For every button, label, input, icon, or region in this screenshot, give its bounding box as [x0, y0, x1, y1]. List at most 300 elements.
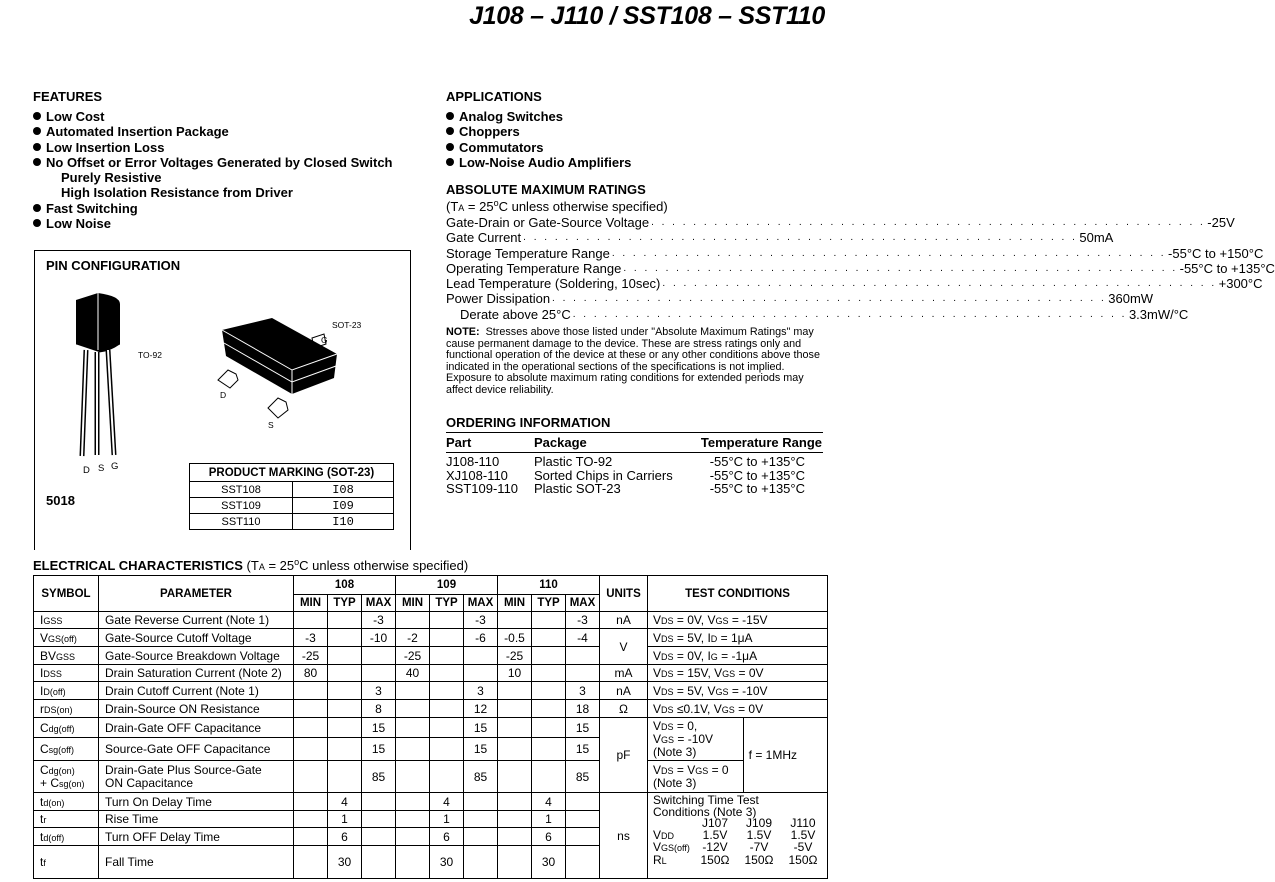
marking-row [190, 514, 394, 530]
value-cell: 15 [566, 718, 600, 738]
marking-row [190, 482, 394, 498]
col-group-108: 108 [294, 576, 396, 595]
symbol-main: I [40, 666, 44, 680]
test-condition-cell [648, 612, 828, 629]
value-cell: 15 [464, 718, 498, 738]
rating-label: Lead Temperature (Soldering, 10sec) [446, 276, 661, 292]
value-cell [328, 629, 362, 647]
cond-text: C unless otherwise specified) [498, 199, 668, 214]
marking-part: SST108 [190, 482, 293, 498]
parameter-cell [99, 647, 294, 665]
table-row [34, 612, 828, 629]
value-cell: 30 [430, 846, 464, 879]
value-cell [498, 738, 532, 761]
rating-row [446, 260, 1275, 276]
degree-mark: o [294, 557, 300, 567]
sot23-pin-d: D [220, 390, 227, 400]
parameter-text: Drain-Gate OFF Capacitance [105, 720, 262, 735]
test-condition-cell [648, 665, 828, 682]
value-cell: 85 [464, 761, 498, 793]
symbol-cell [34, 665, 99, 682]
cond-sub: A [258, 562, 265, 572]
col-symbol: SYMBOL [34, 576, 99, 612]
to92-pin-s: S [98, 463, 105, 474]
value-cell [362, 647, 396, 665]
value-cell: 6 [430, 828, 464, 846]
symbol-sub: DSS [43, 669, 62, 679]
value-cell: -10 [362, 629, 396, 647]
value-cell [362, 846, 396, 879]
application-text: Choppers [459, 124, 520, 140]
col-max: MAX [362, 595, 396, 612]
leader-dots: . . . . . . . . . . . . . . . . . . . . . . . . . . . . . . . . . . . . . . . . . . . . . . . . . . . . . [523, 232, 1078, 244]
parameter-text: Drain Cutoff Current (Note 1) [105, 683, 259, 698]
symbol-main: I [40, 613, 44, 627]
value-cell: 4 [430, 793, 464, 811]
value-cell: 15 [362, 738, 396, 761]
value-cell: -6 [464, 629, 498, 647]
value-cell [566, 828, 600, 846]
sw-value: 150Ω [744, 852, 774, 867]
bullet-icon [446, 158, 454, 166]
feature-item [33, 170, 393, 185]
sot23-label: SOT-23 [332, 320, 362, 330]
rating-value: 360mW [1108, 291, 1154, 307]
leader-dots: . . . . . . . . . . . . . . . . . . . . . . . . . . . . . . . . . . . . . . . . . . . . . . . . . . . . . [552, 293, 1107, 305]
value-cell [328, 700, 362, 718]
value-cell: 1 [532, 811, 566, 828]
value-cell [430, 612, 464, 629]
value-cell [328, 665, 362, 682]
rating-label: Operating Temperature Range [446, 260, 622, 276]
symbol-cell [34, 846, 99, 879]
value-cell [430, 738, 464, 761]
tc-sub: GS [722, 669, 736, 679]
part-code: 5018 [46, 493, 75, 508]
tc-text: = 0V, V [673, 613, 716, 627]
units-cell: nA [600, 682, 648, 700]
test-condition-cell [648, 629, 828, 647]
value-cell [430, 629, 464, 647]
symbol-main: V [40, 630, 49, 645]
rating-value: -25V [1207, 215, 1235, 230]
symbol-sub: GSS [56, 651, 76, 662]
value-cell [498, 793, 532, 811]
cond-text: (T [242, 558, 259, 573]
parameter-cell [99, 682, 294, 700]
value-cell [362, 665, 396, 682]
value-cell [396, 846, 430, 879]
sw-row-label [653, 852, 693, 868]
tc-text: = -10V [728, 683, 768, 698]
symbol-main: C [40, 720, 49, 735]
value-cell [294, 738, 328, 761]
value-cell [396, 682, 430, 700]
to92-pin-g: G [111, 461, 119, 472]
value-cell [362, 793, 396, 811]
value-cell [396, 793, 430, 811]
parameter-text: Rise Time [105, 812, 159, 826]
leader-dots: . . . . . . . . . . . . . . . . . . . . . . . . . . . . . . . . . . . . . . . . . . . . . . . . . . . . . [651, 217, 1206, 228]
value-cell [498, 682, 532, 700]
table-row [34, 629, 828, 647]
rating-row [446, 276, 1263, 292]
sw-value: 1.5V [702, 827, 728, 842]
value-cell [294, 761, 328, 793]
rating-value: +300°C [1218, 276, 1263, 292]
value-cell: 1 [430, 811, 464, 828]
value-cell [566, 793, 600, 811]
value-cell [498, 718, 532, 738]
units-cell: nA [600, 612, 648, 629]
tc-text: V [653, 701, 662, 716]
tc-sub: DS [661, 616, 674, 626]
marking-part: SST109 [190, 498, 293, 514]
tc-text: = -10V [674, 732, 714, 746]
to92-package-drawing [60, 290, 150, 480]
value-cell [532, 647, 566, 665]
table-row [34, 793, 828, 811]
value-cell: 12 [464, 700, 498, 718]
tc-sub: DS [661, 669, 674, 679]
tc-sub: GS [661, 735, 675, 745]
value-cell [566, 647, 600, 665]
units-cell: pF [600, 718, 648, 793]
test-condition-cell [648, 761, 744, 793]
value-cell [396, 700, 430, 718]
rating-label: Gate-Drain or Gate-Source Voltage [446, 215, 650, 230]
bullet-icon [446, 112, 454, 120]
sw-label: V [653, 827, 662, 842]
value-cell [362, 811, 396, 828]
value-cell: 6 [532, 828, 566, 846]
col-min: MIN [498, 595, 532, 612]
tc-text: V [653, 683, 662, 698]
to92-pin-d: D [83, 465, 90, 476]
symbol-main: t [40, 794, 44, 809]
value-cell [532, 665, 566, 682]
symbol-sub: sg(off) [48, 745, 75, 755]
parameter-cell [99, 738, 294, 761]
application-text: Commutators [459, 139, 544, 155]
value-cell [430, 665, 464, 682]
col-parameter: PARAMETER [99, 576, 294, 612]
value-cell: -25 [498, 647, 532, 665]
col-max: MAX [464, 595, 498, 612]
symbol-main: C [40, 762, 49, 777]
table-row [34, 647, 828, 665]
rating-label: Gate Current [446, 230, 522, 246]
value-cell [396, 761, 430, 793]
tc-sub: GS [721, 704, 735, 715]
application-item [446, 140, 631, 155]
value-cell [430, 647, 464, 665]
marking-code: I09 [293, 498, 394, 514]
symbol-main: t [40, 812, 44, 826]
cond-text: = 25 [264, 558, 295, 573]
parameter-cell [99, 629, 294, 647]
rating-row [446, 215, 1235, 230]
value-cell [294, 811, 328, 828]
value-cell: 80 [294, 665, 328, 682]
col-typ: TYP [328, 595, 362, 612]
tc-text: V [653, 732, 662, 746]
value-cell: 30 [532, 846, 566, 879]
note-text: Stresses above those listed under "Absolute Maximum Ratings" may cause permanent damage to the device. These are stress ratings only and functional operation of the device at these or any other conditions above those indicated in the operational sections of the specifications is not implied. Exposure to absolute maximum rating conditions for extended periods may affect device reliability. [446, 326, 820, 396]
ordering-package: Sorted Chips in Carriers [534, 467, 673, 483]
value-cell [498, 761, 532, 793]
parameter-cell [99, 846, 294, 879]
ordering-part: XJ108-110 [446, 467, 508, 483]
parameter-cell [99, 793, 294, 811]
sw-sub: L [661, 855, 667, 866]
symbol-cell [34, 811, 99, 828]
leader-dots: . . . . . . . . . . . . . . . . . . . . . . . . . . . . . . . . . . . . . . . . . . . . . . . . . . . . . [662, 278, 1217, 290]
note-label: NOTE: [446, 326, 480, 338]
value-cell [498, 612, 532, 629]
tc-text: ≤0.1V, V [673, 701, 722, 716]
value-cell [328, 718, 362, 738]
value-cell [498, 828, 532, 846]
parameter-text: Gate Reverse Current (Note 1) [105, 613, 270, 627]
sw-sub: GS(off) [661, 843, 690, 853]
value-cell [430, 718, 464, 738]
feature-item [33, 140, 393, 155]
tc-text: (Note 3) [653, 745, 697, 759]
feature-subtext: High Isolation Resistance from Driver [61, 185, 293, 201]
rating-label: Derate above 25°C [460, 306, 571, 322]
pin-config-heading: PIN CONFIGURATION [46, 258, 181, 273]
bullet-icon [33, 158, 41, 166]
application-item [446, 109, 631, 124]
applications-heading: APPLICATIONS [446, 89, 542, 104]
cond-text: (T [446, 199, 459, 214]
features-heading: FEATURES [33, 89, 103, 104]
tc-sub: D [710, 633, 718, 644]
feature-item [33, 109, 393, 124]
bullet-icon [33, 143, 41, 151]
symbol-sub: d(off) [43, 832, 65, 843]
sw-value: -7V [749, 840, 769, 854]
to92-label: TO-92 [138, 350, 162, 360]
parameter-cell [99, 761, 294, 793]
value-cell [294, 718, 328, 738]
value-cell [396, 718, 430, 738]
symbol-main: t [40, 829, 44, 844]
rating-label: Power Dissipation [446, 291, 551, 307]
tc-text: = 15V, V [673, 666, 723, 680]
value-cell [464, 647, 498, 665]
sw-value: 1.5V [790, 827, 816, 842]
feature-text: No Offset or Error Voltages Generated by Closed Switch [46, 154, 393, 170]
ordering-rows [446, 456, 823, 497]
feature-text: Automated Insertion Package [46, 124, 229, 140]
symbol-main: r [40, 701, 44, 716]
tc-text: V [653, 613, 662, 627]
value-cell: 4 [532, 793, 566, 811]
cond-sub: A [458, 203, 465, 213]
rating-row [446, 245, 1264, 261]
value-cell [396, 612, 430, 629]
sw-line: Switching Time Test [653, 793, 759, 807]
parameter-cell [99, 811, 294, 828]
value-cell: 30 [328, 846, 362, 879]
ordering-part: J108-110 [446, 454, 500, 469]
switching-test-conditions [648, 793, 828, 879]
symbol-sub: D(off) [43, 686, 66, 697]
units-cell: V [600, 629, 648, 665]
value-cell: 3 [566, 682, 600, 700]
symbol-cell [34, 700, 99, 718]
rating-value: 3.3mW/°C [1128, 306, 1189, 322]
tc-text: = 1μA [717, 630, 753, 645]
parameter-text: Turn On Delay Time [105, 794, 212, 809]
value-cell [498, 846, 532, 879]
sw-col-head: J110 [790, 816, 816, 830]
col-test-conditions: TEST CONDITIONS [648, 576, 828, 612]
value-cell [294, 612, 328, 629]
bullet-icon [446, 143, 454, 151]
tc-sub: DS [661, 686, 674, 697]
tc-text: = V [673, 763, 696, 777]
value-cell [396, 811, 430, 828]
bullet-icon [33, 127, 41, 135]
test-condition-cell [648, 700, 828, 718]
value-cell: 8 [362, 700, 396, 718]
tc-text: = 5V, V [673, 683, 716, 698]
value-cell [566, 665, 600, 682]
value-cell: 18 [566, 700, 600, 718]
table-row [34, 718, 828, 738]
col-min: MIN [396, 595, 430, 612]
value-cell: 40 [396, 665, 430, 682]
value-cell: 10 [498, 665, 532, 682]
feature-item [33, 155, 393, 170]
product-marking-table [189, 463, 394, 530]
tc-text: = 0V [735, 666, 764, 680]
symbol-sub: dg(on) [48, 765, 75, 776]
col-units: UNITS [600, 576, 648, 612]
ordering-temp: -55°C to +135°C [709, 467, 805, 483]
value-cell: -3 [362, 612, 396, 629]
parameter-text: Gate-Source Breakdown Voltage [105, 648, 280, 663]
sot23-pin-s: S [268, 420, 274, 430]
tc-text: = 0, [673, 719, 698, 733]
tc-sub: GS [715, 616, 729, 626]
table-row [34, 700, 828, 718]
value-cell [498, 811, 532, 828]
symbol-main: I [40, 683, 44, 698]
sot23-package-drawing [212, 318, 362, 428]
leader-dots: . . . . . . . . . . . . . . . . . . . . . . . . . . . . . . . . . . . . . . . . . . . . . . . . . . . . . [611, 247, 1167, 259]
sw-value: 150Ω [700, 852, 730, 867]
value-cell: 3 [464, 682, 498, 700]
tc-sub: G [710, 651, 718, 662]
value-cell [566, 811, 600, 828]
application-item [446, 155, 631, 170]
value-cell [294, 828, 328, 846]
value-cell: -3 [294, 629, 328, 647]
value-cell [294, 700, 328, 718]
parameter-text: Drain-Gate Plus Source-Gate [105, 762, 262, 777]
symbol-main: C [40, 742, 49, 756]
tc-text: = 5V, I [673, 630, 711, 645]
test-condition-cell [648, 682, 828, 700]
tc-text: = 0 [708, 763, 729, 777]
tc-sub: DS [661, 766, 674, 776]
parameter-text: Drain Saturation Current (Note 2) [105, 666, 282, 680]
value-cell [328, 682, 362, 700]
feature-item [33, 216, 393, 231]
feature-text: Low Noise [46, 216, 112, 232]
electrical-heading [33, 555, 468, 575]
symbol-cell [34, 738, 99, 761]
col-max: MAX [566, 595, 600, 612]
ordering-package: Plastic TO-92 [534, 454, 613, 469]
sw-col-head: J109 [745, 816, 773, 830]
symbol-sub: GS(off) [48, 633, 77, 644]
rating-value: -55°C to +150°C [1168, 245, 1264, 261]
value-cell [532, 718, 566, 738]
parameter-text: ON Capacitance [105, 775, 194, 790]
value-cell: -3 [566, 612, 600, 629]
table-row [34, 665, 828, 682]
tc-text: V [653, 719, 662, 733]
leader-dots: . . . . . . . . . . . . . . . . . . . . . . . . . . . . . . . . . . . . . . . . . . . . . . . . . . . . . [623, 262, 1178, 274]
tc-text: V [653, 648, 662, 663]
col-typ: TYP [430, 595, 464, 612]
ordering-part: SST109-110 [446, 481, 519, 496]
ordering-temp: -55°C to +135°C [709, 481, 805, 496]
bullet-icon [33, 112, 41, 120]
value-cell [566, 846, 600, 879]
value-cell [464, 793, 498, 811]
value-cell [532, 761, 566, 793]
value-cell: 1 [328, 811, 362, 828]
symbol-cell [34, 793, 99, 811]
value-cell: 85 [362, 761, 396, 793]
units-cell: Ω [600, 700, 648, 718]
product-marking-heading: PRODUCT MARKING (SOT-23) [190, 464, 394, 482]
symbol-main: BV [40, 648, 57, 663]
value-cell: 15 [362, 718, 396, 738]
value-cell [532, 629, 566, 647]
symbol-cell [34, 761, 99, 793]
value-cell [464, 665, 498, 682]
value-cell: -25 [294, 647, 328, 665]
value-cell: -3 [464, 612, 498, 629]
electrical-title: ELECTRICAL CHARACTERISTICS [33, 558, 243, 573]
parameter-text: Gate-Source Cutoff Voltage [105, 630, 252, 645]
tc-sub: GS [695, 766, 709, 776]
value-cell: 6 [328, 828, 362, 846]
page-title: J108 – J110 / SST108 – SST110 [469, 2, 825, 30]
value-cell [328, 738, 362, 761]
symbol-cell [34, 612, 99, 629]
symbol-sub: d(on) [43, 797, 65, 808]
marking-part: SST110 [190, 514, 293, 530]
parameter-text: Turn OFF Delay Time [105, 829, 220, 844]
applications-list [446, 109, 631, 170]
value-cell [430, 761, 464, 793]
symbol-main: t [40, 855, 44, 869]
electrical-characteristics-table [33, 575, 828, 879]
sw-grid [653, 818, 825, 867]
value-cell [532, 612, 566, 629]
tc-text: = -15V [728, 613, 768, 627]
value-cell [464, 828, 498, 846]
sw-sub: DD [661, 830, 675, 841]
